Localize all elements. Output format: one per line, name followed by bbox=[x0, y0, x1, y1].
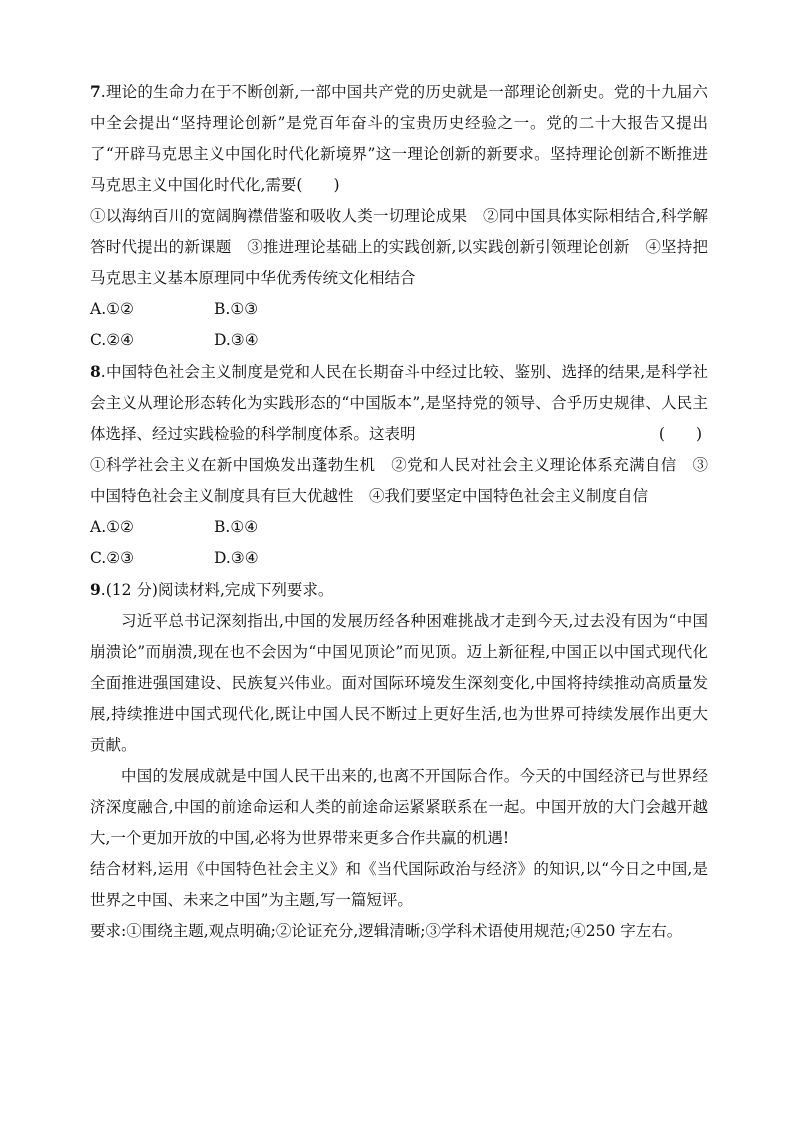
question-8 bbox=[90, 356, 708, 574]
question-7-number: 7 bbox=[90, 82, 101, 101]
question-7 bbox=[90, 76, 708, 356]
question-7-stem bbox=[90, 76, 708, 201]
question-9-requirements: 要求:①围绕主题,观点明确;②论证充分,逻辑清晰;③学科术语使用规范;④250 字左右。 bbox=[90, 922, 683, 940]
question-9-material-2: 中国的发展成就是中国人民干出来的,也离不开国际合作。今天的中国经济已与世界经济深度融合,中国的前途命运和人类的前途命运紧紧联系在一起。中国开放的大门会越开越大,一个更加开放的中国,必将为世界带来更多合作共赢的机遇! bbox=[90, 767, 708, 847]
question-9 bbox=[90, 574, 708, 947]
question-9-material-1: 习近平总书记深刻指出,中国的发展历经各种困难挑战才走到今天,过去没有因为“中国崩溃论”而崩溃,现在也不会因为“中国见顶论”而见顶。迈上新征程,中国正以中国式现代化全面推进强国建设、民族复兴伟业。面对国际环境发生深刻变化,中国将持续推动高质量发展,持续推进中国式现代化,既让中国人民不断过上更好生活,也为世界可持续发展作出更大贡献。 bbox=[90, 612, 708, 754]
question-8-stem bbox=[90, 356, 708, 450]
question-8-choice-d[interactable]: D.③④ bbox=[214, 549, 259, 567]
document-page bbox=[90, 76, 708, 947]
question-8-statements: ①科学社会主义在新中国焕发出蓬勃生机 ②党和人民对社会主义理论体系充满自信 ③中国特色社会主义制度具有巨大优越性 ④我们要坚定中国特色社会主义制度自信 bbox=[90, 456, 708, 505]
question-7-stem-text: .理论的生命力在于不断创新,一部中国共产党的历史就是一部理论创新史。党的十九届六中全会提出“坚持理论创新”是党百年奋斗的宝贵历史经验之一。党的二十大报告又提出了“开辟马克思主义中国化时代化新境界”这一理论创新的新要求。坚持理论创新不断推进马克思主义中国化时代化,需要( ) bbox=[90, 83, 708, 194]
question-9-task: 结合材料,运用《中国特色社会主义》和《当代国际政治与经济》的知识,以“今日之中国,是世界之中国、未来之中国”为主题,写一篇短评。 bbox=[90, 860, 708, 909]
question-8-choice-c[interactable]: C.②③ bbox=[90, 549, 135, 567]
question-7-statements: ①以海纳百川的宽阔胸襟借鉴和吸收人类一切理论成果 ②同中国具体实际相结合,科学解答时代提出的新课题 ③推进理论基础上的实践创新,以实践创新引领理论创新 ④坚持把马克思主义基本原理同中华优秀传统文化相结合 bbox=[90, 207, 708, 287]
question-7-choices bbox=[90, 294, 708, 356]
question-7-choice-b[interactable]: B.①③ bbox=[214, 300, 259, 318]
question-8-stem-text: .中国特色社会主义制度是党和人民在长期奋斗中经过比较、鉴别、选择的结果,是科学社会主义从理论形态转化为实践形态的“中国版本”,是坚持党的领导、合乎历史规律、人民主体选择、经过实践检验的科学制度体系。这表明 bbox=[90, 363, 708, 443]
question-7-choice-d[interactable]: D.③④ bbox=[214, 331, 259, 349]
question-7-choice-a[interactable]: A.①② bbox=[90, 300, 134, 318]
question-7-choice-c[interactable]: C.②④ bbox=[90, 331, 135, 349]
question-9-stem-text: .(12 分)阅读材料,完成下列要求。 bbox=[100, 581, 334, 599]
question-8-choice-b[interactable]: B.①④ bbox=[214, 518, 259, 536]
question-9-number: 9 bbox=[90, 580, 101, 599]
question-8-choices bbox=[90, 512, 708, 574]
question-9-stem bbox=[90, 574, 708, 606]
question-8-choice-a[interactable]: A.①② bbox=[90, 518, 134, 536]
question-8-number: 8 bbox=[90, 362, 101, 381]
question-8-answer-blank: ( ) bbox=[658, 425, 702, 443]
